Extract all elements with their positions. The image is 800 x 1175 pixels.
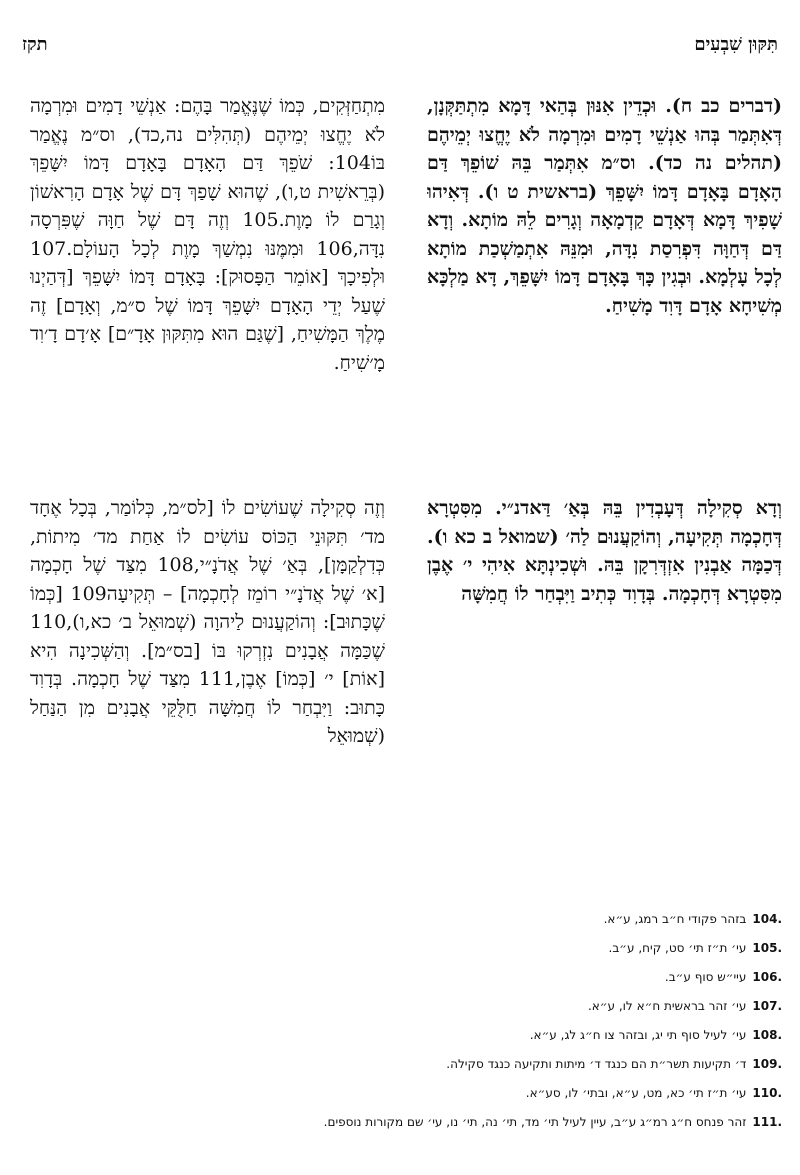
zohar-text-block-1: (דברים כב ח). וּכְדֵין אִנּוּן בְּהַאי דָּמָא מִתְתַּקְּנָן, דְּאִתְּמַר בְּהוּ אַנְשֵׁי דָמִים וּמִרְמָה לֹא יֶחֱצוּ יְמֵיהֶם (תהלים נה כד). וס״מ אִתְּמַר בֵּהּ שׁוֹפֵךְ דַּם הָאָדָם בָּאָדָם דָּמוֹ יִשָּׁפֵךְ (בראשית ט ו). דְּאִיהוּ שָׁפִיךְ דָּמָא דְּאָדָם קַדְמָאָה וְגָרִים לֵהּ מוֹתָא. וְדָא דַּם דְּחַוָּה דִּפְרִסַת נִדָּה, וּמִנֵּהּ אִתְמַשְׁכַת מוֹתָא לְכָל עָלְמָא. וּבְגִין כָּךְ בָּאָדָם דָּמוֹ יִשָּׁפֵךְ, דָּא מַלְכָּא מְשִׁיחָא אָדָם דָּוִד מָשִׁיחַ.: [427, 95, 782, 317]
footnote: [18, 1108, 782, 1137]
footnote: [18, 963, 782, 992]
footnote-text: ד׳ תקיעות תשר״ת הם כנגד ד׳ מיתות ותקיעה כנגד סקילה.: [446, 1057, 747, 1071]
running-title: תִּקּוּן שִׁבְעִים: [694, 33, 778, 55]
zohar-text-block-2: וְדָא סְקִילָה דְּעָבְדִין בֵּהּ בְּאַ׳ דַּאדנ״י. מִסִּטְרָא דְּחָכְמָה תְּקִיעָה, וְהוֹקַעֲנוּם לַה׳ (שמואל ב כא ו). דְּכַמָּה אַבְנִין אִזְדְּרִקָן בֵּהּ. וּשְׁכִינְתָּא אִיהִי י׳ אֶבֶן מִסִּטְרָא דְּחָכְמָה. בְּדָוִד כְּתִיב וַיִּבְחַר לוֹ חֲמִשָּׁה: [427, 497, 782, 605]
footnote: [18, 992, 782, 1021]
page-number: תקז: [22, 33, 48, 55]
footnote-text: זהר פנחס ח״ג רמ״ג ע״ב, עיין לעיל תי׳ מד, תי׳ נה, תי׳ נו, עי׳ שם מקורות נוספים.: [323, 1115, 747, 1129]
footnote-text: עי׳ ת״ז תי׳ סט, קיח, ע״ב.: [608, 941, 747, 955]
footnote-text: עי׳ ת״ז תי׳ כא, מט, ע״א, ובתי׳ לו, סע״א.: [525, 1086, 747, 1100]
commentary-text-block-1: מִתְחַזְּקִים, כְּמוֹ שֶׁנֶּאֱמַר בָּהֶם: אַנְשֵׁי דָמִים וּמִרְמָה לֹא יֶחֱצוּ יְמֵיהֶם (תְּהִלִּים נה,כד), וס״מ נֶאֱמַר בּוֹ104: שֹׁפֵךְ דַּם הָאָדָם בָּאָדָם דָּמוֹ יִשָּׁפֵךְ (בְּרֵאשִׁית ט,ו), שֶׁהוּא שָׁפַךְ דָּם שֶׁל אָדָם הָרִאשׁוֹן וְגָרַם לוֹ מָוֶת.105 וְזֶה דָּם שֶׁל חַוָּה שֶׁפִּרְסָה נִדָּה,106 וּמִמֶּנּוּ נִמְשַׁךְ מָוֶת לְכָל הָעוֹלָם.107 וּלְפִיכָךְ [אוֹמֵר הַפָּסוּק]: בָּאָדָם דָּמוֹ יִשָּׁפֵךְ [דְּהַיְנוּ שֶׁעַל יְדֵי הָאָדָם יִשָּׁפֵךְ דָּמוֹ שֶׁל ס״מ, וְאָדָם] זֶה מֶלֶךְ הַמָּשִׁיחַ, [שֶׁגַּם הוּא מִתִּקּוּן אָדָ״ם] אָ׳דָם דָ׳וִד מָ׳שִׁיחַ.: [30, 95, 385, 374]
footnote-text: בזהר פקודי ח״ב רמג, ע״א.: [603, 912, 747, 926]
footnote-number: .107: [752, 999, 782, 1013]
footnote-number: .106: [752, 970, 782, 984]
footnote: [18, 905, 782, 934]
footnote-number: .111: [752, 1115, 782, 1129]
footnotes: [18, 905, 782, 1137]
footnote: [18, 1079, 782, 1108]
footnote-text: עיי״ש סוף ע״ב.: [664, 970, 747, 984]
footnote-number: .108: [752, 1028, 782, 1042]
footnote-number: .110: [752, 1086, 782, 1100]
footnote: [18, 1021, 782, 1050]
footnote-number: .105: [752, 941, 782, 955]
footnote-number: .104: [752, 912, 782, 926]
page-header: [22, 30, 778, 58]
footnote: [18, 934, 782, 963]
footnote-number: .109: [752, 1057, 782, 1071]
commentary-text-block-2: וְזֶה סְקִילָה שֶׁעוֹשִׂים לוֹ [לס״מ, כְּלוֹמַר, בְּכָל אֶחָד מד׳ תִּקּוּנֵי הַכּוֹס עוֹשִׂים לוֹ אַחַת מד׳ מִיתוֹת, כְּדִלְקַמָּן], בְּאַ׳ שֶׁל אֲדֹנָ״י,108 מִצַּד שֶׁל חָכְמָה [א׳ שֶׁל אֲדֹנָ״י רוֹמֵז לְחָכְמָה] – תְּקִיעָה109 [כְּמוֹ שֶׁכָּתוּב]: וְהוֹקַעֲנוּם לַיהוָה (שְׁמוּאֵל ב׳ כא,ו),110 שֶׁכַּמָּה אֲבָנִים נִזְרְקוּ בּוֹ [בס״מ]. וְהַשְּׁכִינָה הִיא [אוֹת] י׳ [כְּמוֹ] אֶבֶן,111 מִצַּד שֶׁל חָכְמָה. בְּדָוִד כָּתוּב: וַיִּבְחַר לוֹ חֲמִשָּׁה חַלֻּקֵּי אֲבָנִים מִן הַנַּחַל (שְׁמוּאֵל: [30, 497, 385, 747]
footnote-text: עי׳ לעיל סוף תי יג, ובזהר צו ח״ג לג, ע״א.: [529, 1028, 747, 1042]
footnote-text: עי׳ זהר בראשית ח״א לו, ע״א.: [587, 999, 747, 1013]
footnote: [18, 1050, 782, 1079]
